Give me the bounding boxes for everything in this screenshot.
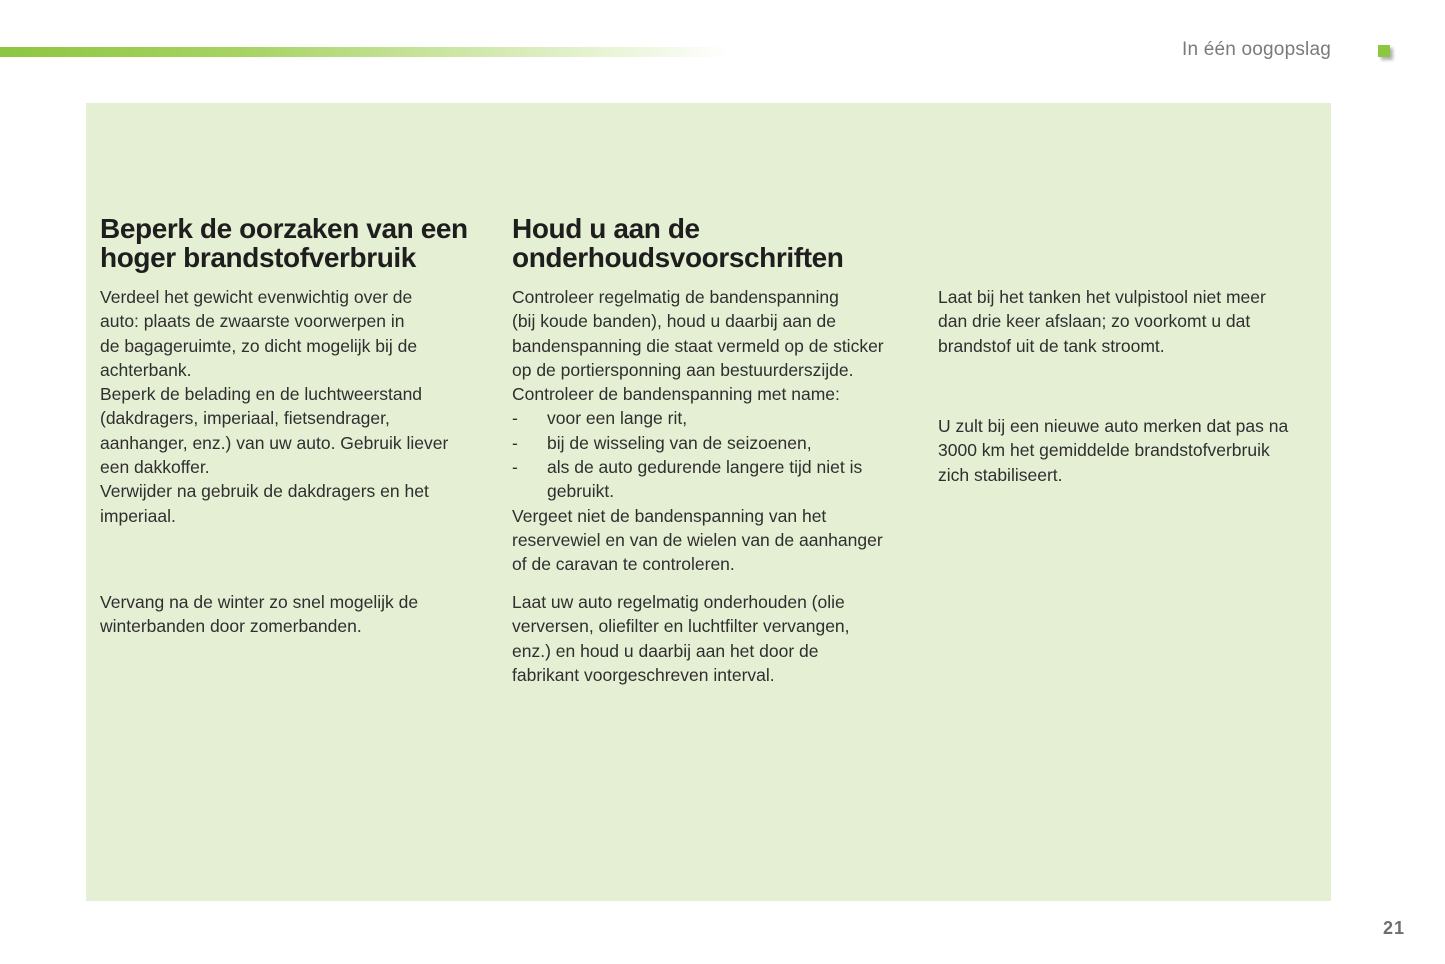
list-item [512,406,884,430]
middle-paragraph-1 [512,285,884,577]
bullet-list [512,406,884,503]
bullet-text: voor een lange rit, [547,408,688,429]
middle-heading: Houd u aan de onderhoudsvoorschriften [512,213,844,273]
bullet-text: als de auto gedurende langere tijd niet is gebruikt. [547,457,863,502]
middle-outro: Vergeet niet de bandenspanning van het reservewiel en van de wielen van de aanhanger of de caravan te controleren. [512,505,883,575]
list-item [512,455,884,504]
middle-paragraph-2: Laat uw auto regelmatig onderhouden (olie verversen, oliefilter en luchtfilter vervangen, enz.) en houd u daarbij aan het door de fabrikant voorgeschreven interval. [512,592,850,685]
content-panel [86,103,1331,901]
middle-intro: Controleer regelmatig de bandenspanning (bij koude banden), houd u daarbij aan de bandenspanning die staat vermeld op de sticker op de portiersponning aan bestuurderszijde. Controleer de bandenspanning met name: [512,287,884,405]
section-title: In één oogopslag [1182,39,1331,60]
right-paragraph-1: Laat bij het tanken het vulpistool niet meer dan drie keer afslaan; zo voorkomt u dat brandstof uit de tank stroomt. [938,287,1266,356]
bullet-dash: - [512,457,518,478]
bullet-dash: - [512,432,518,453]
bullet-text: bij de wisseling van de seizoenen, [547,432,812,453]
header-accent-bar [0,47,730,57]
list-item [512,431,884,455]
left-paragraph-2: Vervang na de winter zo snel mogelijk de winterbanden door zomerbanden. [100,592,419,637]
right-paragraph-2: U zult bij een nieuwe auto merken dat pas na 3000 km het gemiddelde brandstofverbruik zich stabiliseert. [938,416,1289,485]
left-paragraph-1: Verdeel het gewicht evenwichtig over de auto: plaats de zwaarste voorwerpen in de bagageruimte, zo dicht mogelijk bij de achterbank. Beperk de belading en de luchtweerstand (dakdragers, imperiaal, fietsendrager, aanhanger, enz.) van uw auto. Gebruik liever een dakkoffer. Verwijder na gebruik de dakdragers en het imperiaal. [100,287,449,526]
bullet-dash: - [512,408,518,429]
section-marker-icon [1378,45,1390,57]
left-heading: Beperk de oorzaken van een hoger brandstofverbruik [100,213,468,273]
page-number: 21 [1382,918,1405,938]
